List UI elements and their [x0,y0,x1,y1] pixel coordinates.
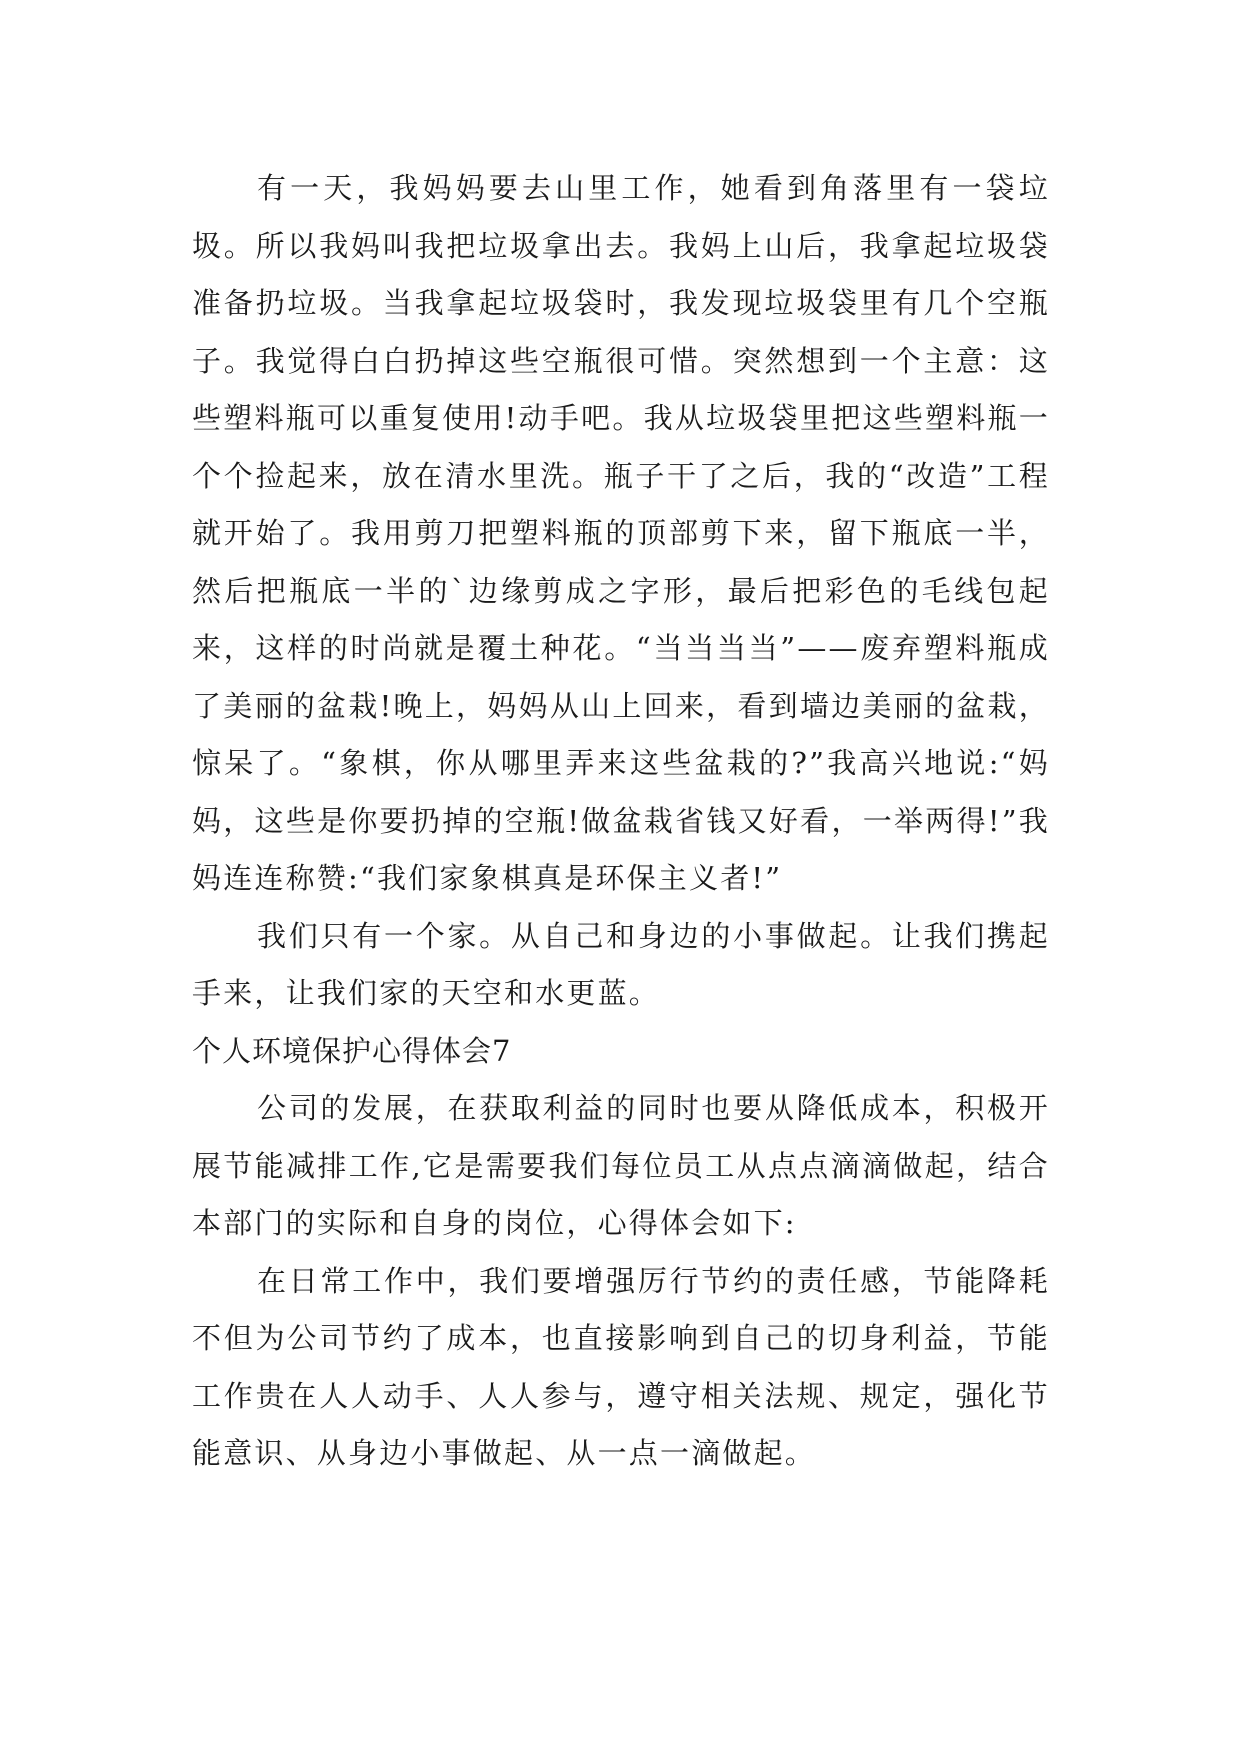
paragraph-one-home: 我们只有一个家。从自己和身边的小事做起。让我们携起手来，让我们家的天空和水更蓝。 [192,918,1050,1010]
paragraph-company-development: 公司的发展，在获取利益的同时也要从降低成本，积极开展节能减排工作,它是需要我们每位员工从点点滴滴做起，结合本部门的实际和自身的岗位，心得体会如下: [192,1091,1050,1240]
paragraph-plastic-bottle-story: 有一天，我妈妈要去山里工作，她看到角落里有一袋垃圾。所以我妈叫我把垃圾拿出去。我妈上山后，我拿起垃圾袋准备扔垃圾。当我拿起垃圾袋时，我发现垃圾袋里有几个空瓶子。我觉得白白扔掉这些空瓶很可惜。突然想到一个主意：这些塑料瓶可以重复使用!动手吧。我从垃圾袋里把这些塑料瓶一个个捡起来，放在清水里洗。瓶子干了之后，我的“改造”工程就开始了。我用剪刀把塑料瓶的顶部剪下来，留下瓶底一半，然后把瓶底一半的`边缘剪成之字形，最后把彩色的毛线包起来，这样的时尚就是覆土种花。“当当当当”——废弃塑料瓶成了美丽的盆栽!晚上，妈妈从山上回来，看到墙边美丽的盆栽，惊呆了。“象棋，你从哪里弄来这些盆栽的?”我高兴地说:“妈妈，这些是你要扔掉的空瓶!做盆栽省钱又好看，一举两得!”我妈连连称赞:“我们家象棋真是环保主义者!” [192,171,1050,895]
document-body [192,160,1050,1483]
paragraph-daily-work: 在日常工作中，我们要增强厉行节约的责任感，节能降耗不但为公司节约了成本，也直接影响到自己的切身利益，节能工作贵在人人动手、人人参与，遵守相关法规、规定，强化节能意识、从身边小事做起、从一点一滴做起。 [192,1263,1050,1470]
section-heading: 个人环境保护心得体会7 [192,1033,512,1068]
